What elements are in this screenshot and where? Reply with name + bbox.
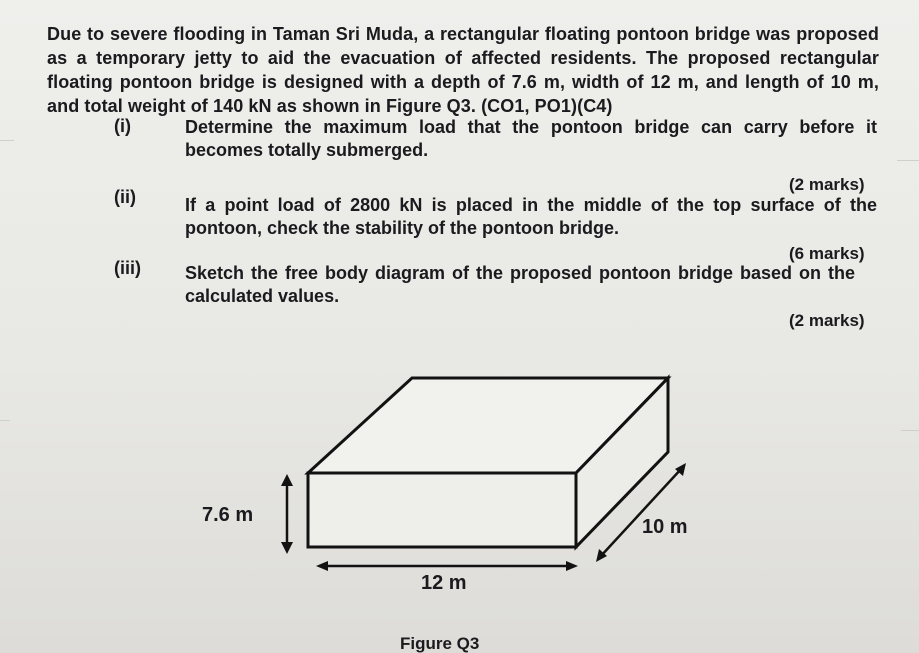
part-i-label: (i) — [114, 116, 131, 136]
width-dimension-arrow — [316, 561, 578, 571]
part-iii-text: Sketch the free body diagram of the proposed pontoon bridge based on the calculated values. — [185, 263, 855, 306]
page-edge-mark — [897, 160, 919, 161]
part-ii-text: If a point load of 2800 kN is placed in the middle of the top surface of the pontoon, check the stability of the pontoon bridge. — [185, 195, 877, 238]
page-edge-mark — [0, 420, 10, 421]
page-edge-mark — [901, 430, 919, 431]
depth-dimension-arrow — [281, 474, 293, 554]
figure-caption: Figure Q3 — [400, 634, 480, 653]
pontoon-figure — [190, 360, 730, 620]
pontoon-front-face — [308, 473, 576, 547]
part-i-text: Determine the maximum load that the pontoon bridge can carry before it becomes totally submerged. — [185, 117, 877, 160]
question-intro — [47, 22, 879, 118]
part-iii-marks: (2 marks) — [789, 311, 865, 330]
intro-text-part1: Due to severe flooding in Taman Sri Muda, a rectangular floating pontoon bridge was proposed as a temporary jetty to aid the evacuation of affected residents. The proposed rectangular floating pontoon bridge is designed with a depth of 7.6 m, width of 12 m, and length of 10 m, and total weight of 140 kN as shown in — [47, 24, 879, 116]
part-ii-marks: (6 marks) — [789, 244, 865, 263]
length-label: 10 m — [642, 516, 688, 538]
part-iii-label: (iii) — [114, 258, 141, 278]
part-ii-label: (ii) — [114, 187, 136, 207]
figure-reference: Figure Q3 — [385, 96, 471, 116]
width-label: 12 m — [421, 572, 467, 594]
depth-label: 7.6 m — [202, 504, 254, 526]
part-i-marks: (2 marks) — [789, 175, 865, 194]
page-edge-mark — [0, 140, 14, 141]
intro-text-part2: . (CO1, PO1)(C4) — [470, 96, 613, 116]
